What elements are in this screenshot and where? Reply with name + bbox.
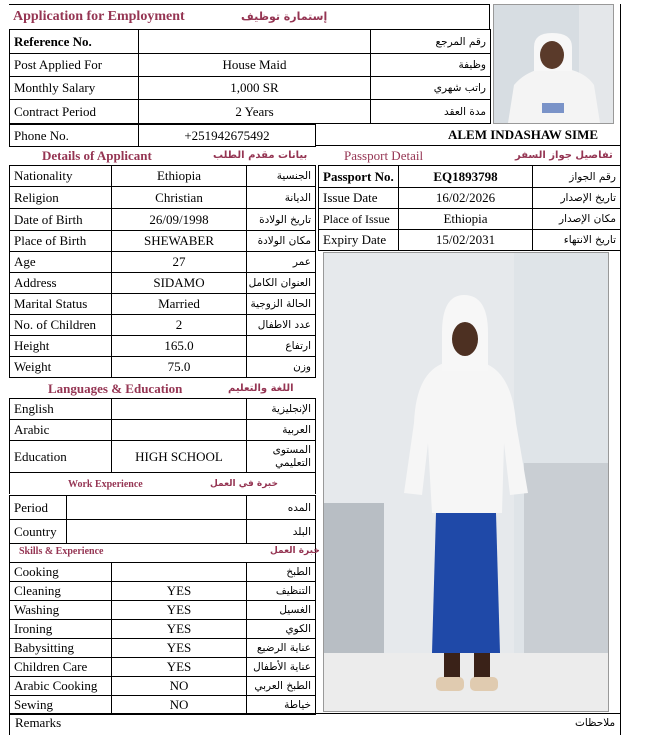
table-row xyxy=(10,252,316,273)
table-row xyxy=(319,209,621,230)
education-label-ar xyxy=(247,441,316,473)
passport-table xyxy=(318,165,621,251)
cleaning-label: Cleaning xyxy=(10,582,112,601)
place-of-issue-value: Ethiopia xyxy=(399,209,533,230)
education-label-ar-line1: المستوى xyxy=(272,443,311,456)
passport-no-value: EQ1893798 xyxy=(399,166,533,188)
phone-table xyxy=(9,124,316,147)
pob-value: SHEWABER xyxy=(112,231,247,252)
passport-no-label: Passport No. xyxy=(319,166,399,188)
babysitting-value: YES xyxy=(112,639,247,658)
country-value xyxy=(67,520,247,544)
washing-label-ar: الغسيل xyxy=(247,601,316,620)
top-info-table xyxy=(9,29,491,124)
weight-label-ar: وزن xyxy=(247,357,316,378)
arabic-cooking-value: NO xyxy=(112,677,247,696)
weight-value: 75.0 xyxy=(112,357,247,378)
post-label-ar: وظيفة xyxy=(371,54,491,77)
address-label-ar: العنوان الكامل xyxy=(247,273,316,294)
contract-value: 2 Years xyxy=(139,100,371,124)
cooking-label: Cooking xyxy=(10,563,112,582)
table-row xyxy=(10,582,316,601)
table-row xyxy=(10,273,316,294)
reference-label-ar: رقم المرجع xyxy=(371,30,491,54)
expiry-date-label-ar: تاريخ الانتهاء xyxy=(533,230,621,251)
table-row xyxy=(10,77,491,100)
contract-label-ar: مدة العقد xyxy=(371,100,491,124)
children-care-value: YES xyxy=(112,658,247,677)
weight-label: Weight xyxy=(10,357,112,378)
work-heading-ar: خبرة في العمل xyxy=(210,479,278,489)
table-row xyxy=(319,230,621,251)
country-label: Country xyxy=(10,520,67,544)
reference-value xyxy=(139,30,371,54)
salary-label: Monthly Salary xyxy=(10,77,139,100)
period-label: Period xyxy=(10,496,67,520)
table-row xyxy=(10,336,316,357)
passport-heading-ar: تفاصيل جواز السفر xyxy=(515,150,613,161)
address-value: SIDAMO xyxy=(112,273,247,294)
sewing-label: Sewing xyxy=(10,696,112,715)
table-row xyxy=(10,315,316,336)
arabic-label-ar: العربية xyxy=(247,420,316,441)
cleaning-label-ar: التنظيف xyxy=(247,582,316,601)
reference-label: Reference No. xyxy=(10,30,139,54)
applicant-full-photo xyxy=(323,252,609,712)
title-en: Application for Employment xyxy=(13,9,185,24)
age-label: Age xyxy=(10,252,112,273)
table-row xyxy=(10,100,491,124)
work-table xyxy=(9,495,316,544)
table-row xyxy=(10,520,316,544)
applicant-name: ALEM INDASHAW SIME xyxy=(448,127,599,142)
pob-label-ar: مكان الولادة xyxy=(247,231,316,252)
details-heading-ar: بيانات مقدم الطلب xyxy=(213,150,308,161)
contract-label: Contract Period xyxy=(10,100,139,124)
languages-table xyxy=(9,398,316,473)
issue-date-label-ar: تاريخ الإصدار xyxy=(533,188,621,209)
age-label-ar: عمر xyxy=(247,252,316,273)
table-row xyxy=(10,166,316,187)
table-row xyxy=(10,231,316,252)
sewing-label-ar: خياطة xyxy=(247,696,316,715)
table-row xyxy=(10,187,316,209)
remarks-label: Remarks xyxy=(15,715,62,730)
nationality-label: Nationality xyxy=(10,166,112,187)
place-of-issue-label: Place of Issue xyxy=(319,209,399,230)
english-value xyxy=(112,399,247,420)
arabic-cooking-label: Arabic Cooking xyxy=(10,677,112,696)
full-body-illustration xyxy=(324,253,608,711)
education-label: Education xyxy=(10,441,112,473)
age-value: 27 xyxy=(112,252,247,273)
religion-label: Religion xyxy=(10,187,112,209)
table-row xyxy=(10,294,316,315)
expiry-date-value: 15/02/2031 xyxy=(399,230,533,251)
skills-heading: Skills & Experience xyxy=(19,546,104,557)
table-row xyxy=(10,639,316,658)
table-row xyxy=(10,620,316,639)
nationality-value: Ethiopia xyxy=(112,166,247,187)
skills-heading-ar: خبرة العمل xyxy=(270,546,320,556)
dob-label-ar: تاريخ الولادة xyxy=(247,209,316,231)
work-heading: Work Experience xyxy=(68,479,143,490)
salary-label-ar: راتب شهري xyxy=(371,77,491,100)
pob-label: Place of Birth xyxy=(10,231,112,252)
height-label: Height xyxy=(10,336,112,357)
post-value: House Maid xyxy=(139,54,371,77)
table-row xyxy=(10,357,316,378)
dob-value: 26/09/1998 xyxy=(112,209,247,231)
issue-date-value: 16/02/2026 xyxy=(399,188,533,209)
applicant-portrait-photo xyxy=(493,4,614,124)
details-table xyxy=(9,165,316,378)
table-row xyxy=(10,658,316,677)
height-value: 165.0 xyxy=(112,336,247,357)
header-table xyxy=(9,4,490,29)
ironing-label: Ironing xyxy=(10,620,112,639)
place-of-issue-label-ar: مكان الإصدار xyxy=(533,209,621,230)
table-row xyxy=(10,30,491,54)
table-row xyxy=(10,677,316,696)
table-row xyxy=(10,399,316,420)
cooking-value xyxy=(112,563,247,582)
header-cell xyxy=(9,4,490,29)
table-row xyxy=(319,166,621,188)
languages-heading: Languages & Education xyxy=(48,381,183,396)
passport-no-label-ar: رقم الجواز xyxy=(533,166,621,188)
marital-label: Marital Status xyxy=(10,294,112,315)
portrait-illustration xyxy=(494,5,613,123)
phone-label: Phone No. xyxy=(10,125,139,147)
table-row xyxy=(10,54,491,77)
education-value: HIGH SCHOOL xyxy=(112,441,247,473)
details-heading: Details of Applicant xyxy=(42,148,152,163)
children-label-ar: عدد الاطفال xyxy=(247,315,316,336)
table-row xyxy=(10,563,316,582)
issue-date-label: Issue Date xyxy=(319,188,399,209)
arabic-cooking-label-ar: الطبخ العربي xyxy=(247,677,316,696)
sewing-value: NO xyxy=(112,696,247,715)
cleaning-value: YES xyxy=(112,582,247,601)
table-row xyxy=(10,496,316,520)
skills-table xyxy=(9,562,316,715)
address-label: Address xyxy=(10,273,112,294)
table-row xyxy=(10,441,316,473)
marital-value: Married xyxy=(112,294,247,315)
english-label-ar: الإنجليزية xyxy=(247,399,316,420)
period-value xyxy=(67,496,247,520)
cooking-label-ar: الطبخ xyxy=(247,563,316,582)
religion-value: Christian xyxy=(112,187,247,209)
title-ar: إستمارة توظيف xyxy=(241,10,328,23)
remarks-label-ar: ملاحظات xyxy=(575,717,616,729)
children-value: 2 xyxy=(112,315,247,336)
passport-heading: Passport Detail xyxy=(344,148,424,163)
ironing-value: YES xyxy=(112,620,247,639)
table-row xyxy=(319,188,621,209)
table-row xyxy=(10,696,316,715)
babysitting-label: Babysitting xyxy=(10,639,112,658)
languages-heading-ar: اللغة والتعليم xyxy=(228,383,294,394)
period-label-ar: المده xyxy=(247,496,316,520)
phone-value: +251942675492 xyxy=(139,125,316,147)
babysitting-label-ar: عناية الرضيع xyxy=(247,639,316,658)
country-label-ar: البلد xyxy=(247,520,316,544)
expiry-date-label: Expiry Date xyxy=(319,230,399,251)
religion-label-ar: الديانة xyxy=(247,187,316,209)
ironing-label-ar: الكوي xyxy=(247,620,316,639)
washing-label: Washing xyxy=(10,601,112,620)
children-care-label: Children Care xyxy=(10,658,112,677)
table-row xyxy=(10,601,316,620)
children-label: No. of Children xyxy=(10,315,112,336)
dob-label: Date of Birth xyxy=(10,209,112,231)
nationality-label-ar: الجنسية xyxy=(247,166,316,187)
marital-label-ar: الحالة الزوجية xyxy=(247,294,316,315)
arabic-label: Arabic xyxy=(10,420,112,441)
table-row xyxy=(10,209,316,231)
washing-value: YES xyxy=(112,601,247,620)
post-label: Post Applied For xyxy=(10,54,139,77)
salary-value: 1,000 SR xyxy=(139,77,371,100)
table-row xyxy=(10,420,316,441)
education-label-ar-line2: التعليمي xyxy=(275,456,311,469)
arabic-value xyxy=(112,420,247,441)
children-care-label-ar: عناية الأطفال xyxy=(247,658,316,677)
english-label: English xyxy=(10,399,112,420)
height-label-ar: ارتفاع xyxy=(247,336,316,357)
